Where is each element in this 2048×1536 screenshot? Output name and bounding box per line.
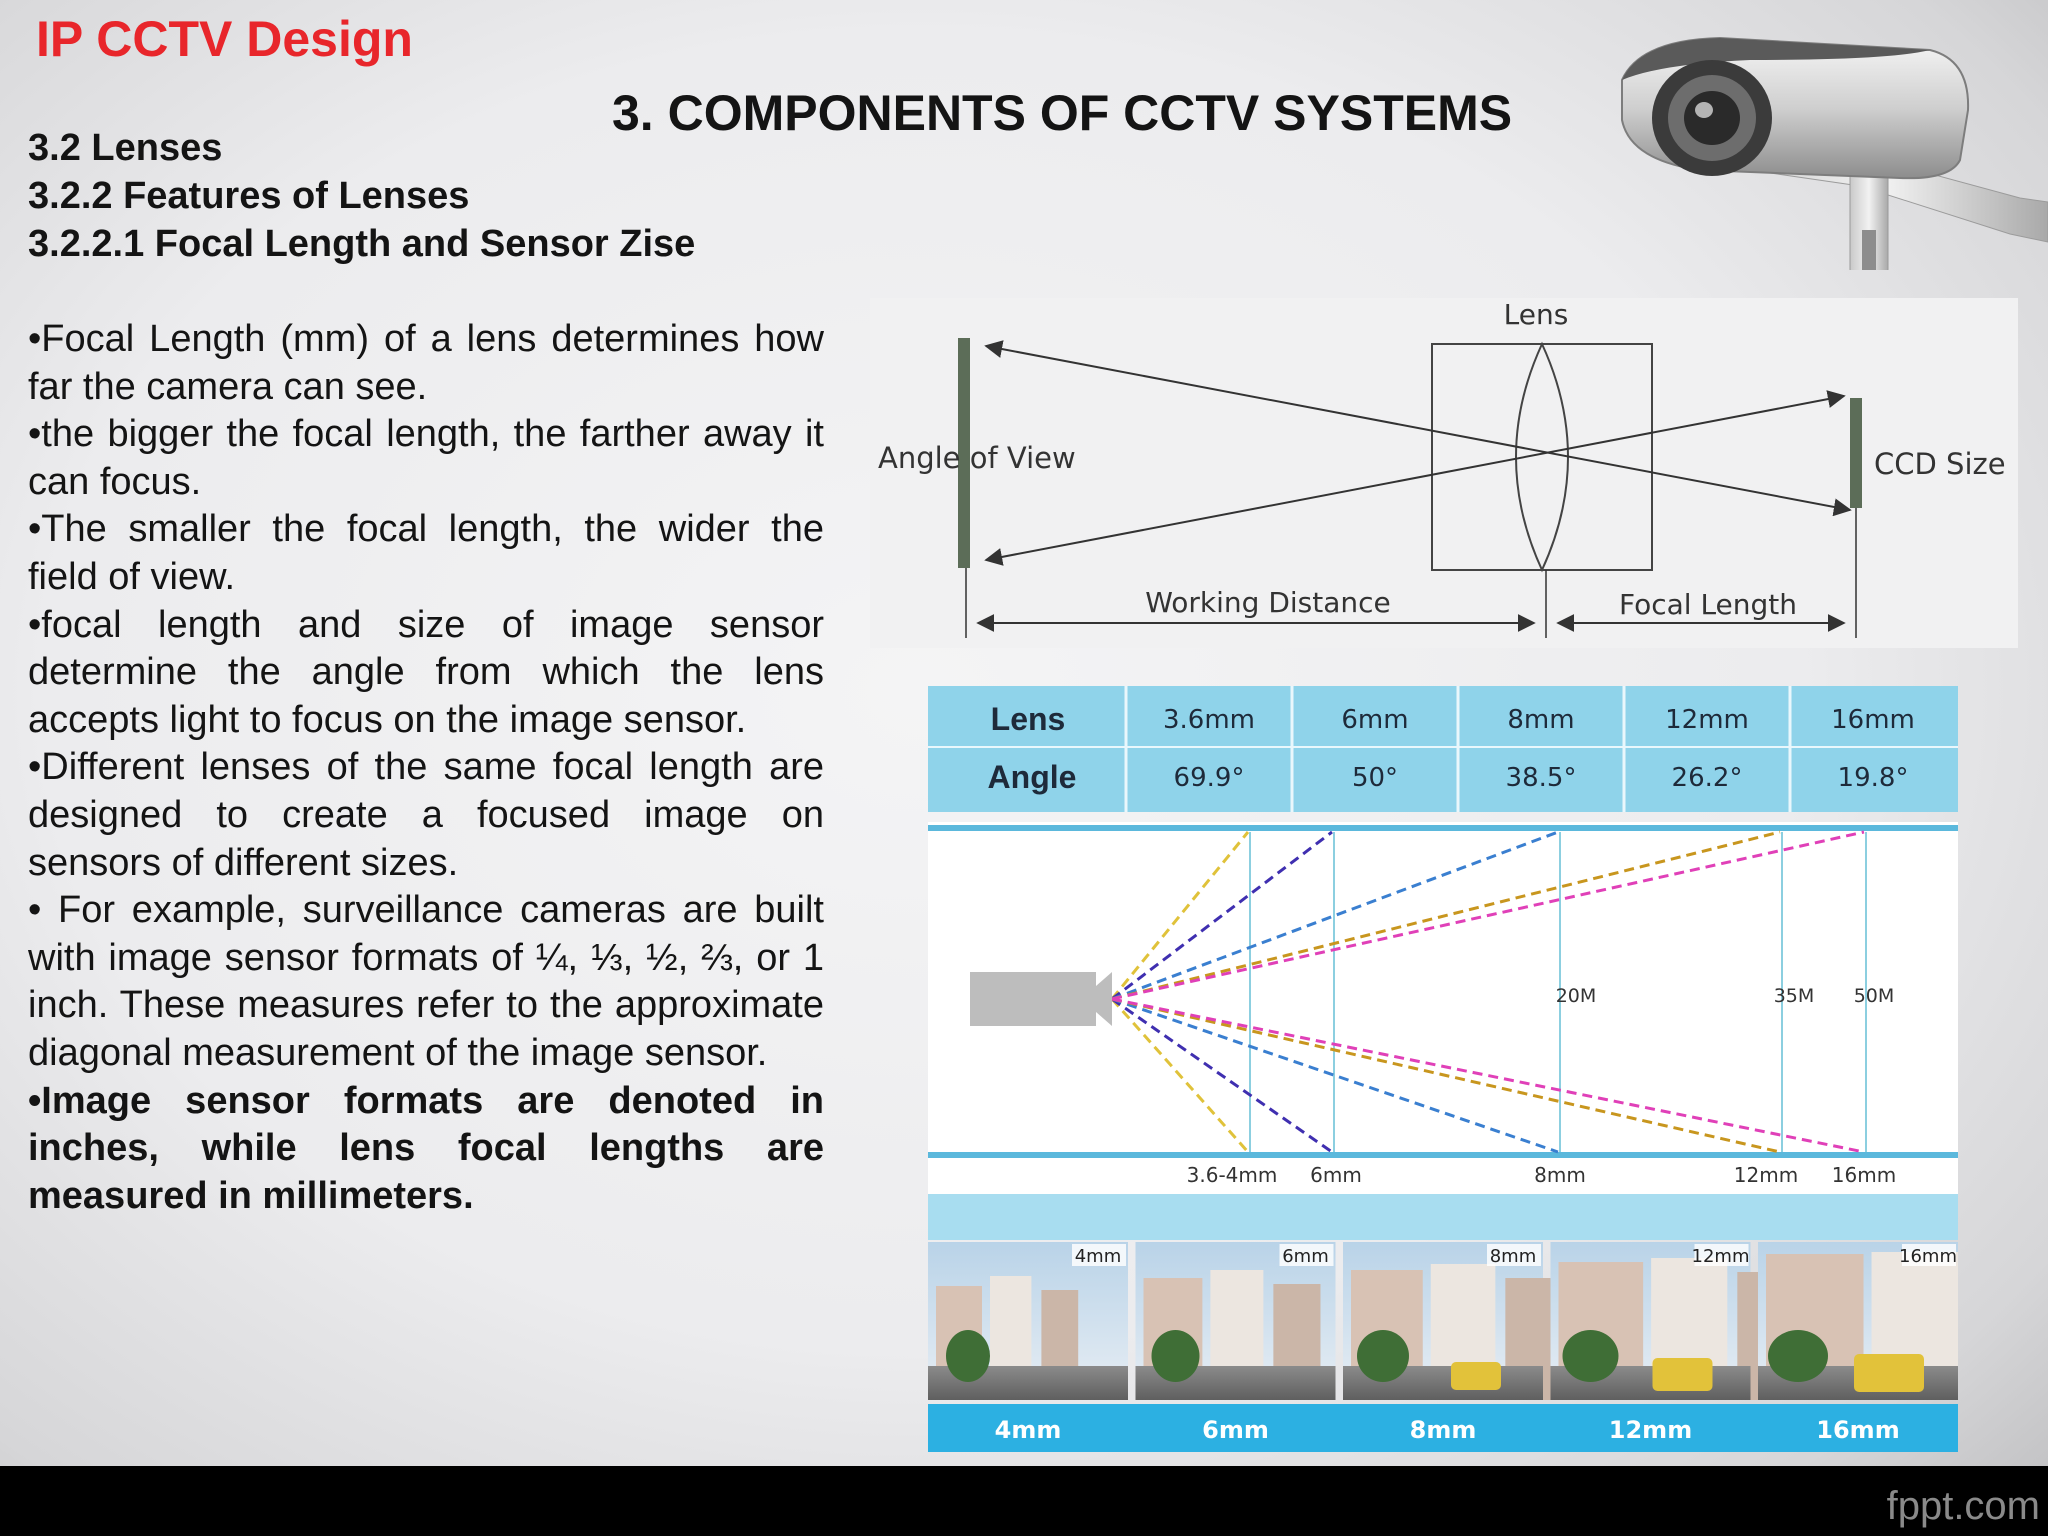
heading-lenses: 3.2 Lenses: [28, 127, 223, 169]
sample-photo: [1343, 1242, 1563, 1400]
bullet-item: •Focal Length (mm) of a lens determines how far the camera can see.: [28, 318, 824, 408]
photo-caption: 8mm: [1409, 1416, 1477, 1444]
section-headings: [28, 124, 695, 268]
working-distance-label: Working Distance: [1145, 586, 1391, 619]
ccd-sensor-bar: [1850, 398, 1862, 508]
sample-photo: [928, 1242, 1128, 1400]
bullet-item: •the bigger the focal length, the farther away it can focus.: [28, 413, 824, 503]
heading-focal-length: 3.2.2.1 Focal Length and Sensor Zise: [28, 223, 696, 265]
focal-label: 3.6-4mm: [1186, 1163, 1278, 1187]
bullet-item-emphasis: •Image sensor formats are denoted in inches, while lens focal lengths are measured in millimeters.: [28, 1079, 824, 1217]
lens-box: [1432, 344, 1652, 570]
bullet-item: •focal length and size of image sensor determine the angle from which the lens accepts light to focus on the image sensor.: [28, 603, 824, 741]
photo-focal-tag: 6mm: [1282, 1246, 1329, 1267]
table-cell-lens: 6mm: [1341, 705, 1409, 735]
table-cell-lens: 16mm: [1831, 705, 1915, 735]
focal-label: 6mm: [1310, 1163, 1362, 1187]
slide-title: 3. COMPONENTS OF CCTV SYSTEMS: [612, 85, 1513, 141]
distance-label: 50M: [1853, 985, 1895, 1007]
distance-label: 35M: [1773, 985, 1815, 1007]
distance-label: 20M: [1555, 985, 1597, 1007]
table-cell-lens: 8mm: [1507, 705, 1575, 735]
heading-features: 3.2.2 Features of Lenses: [28, 175, 470, 217]
bullet-item: •The smaller the focal length, the wider the field of view.: [28, 508, 824, 598]
camera-body-icon: [970, 972, 1096, 1026]
focal-label: 8mm: [1534, 1163, 1586, 1187]
cctv-camera-icon: [1600, 20, 2048, 270]
table-cell-angle: 38.5°: [1505, 763, 1577, 793]
footer-logo: fppt.com: [1886, 1484, 2040, 1528]
photo-caption: 16mm: [1816, 1416, 1900, 1444]
photo-focal-tag: 16mm: [1899, 1246, 1957, 1267]
lens-label: Lens: [1503, 298, 1569, 331]
table-cell-angle: 50°: [1351, 763, 1399, 793]
bullet-item: • For example, surveillance cameras are built with image sensor formats of ¼, ⅓, ½, ⅔, or 1 inch. These measures refer to the approximate diagonal measurement of the image sensor.: [28, 889, 824, 1074]
table-cell-lens: 12mm: [1665, 705, 1749, 735]
brand-title: IP CCTV Design: [36, 11, 413, 67]
table-row-label-angle: Angle: [987, 759, 1077, 795]
table-cell-angle: 19.8°: [1837, 763, 1909, 793]
photo-focal-tag: 4mm: [1074, 1246, 1122, 1267]
lens-diagram: [870, 298, 2018, 648]
sample-photo: [1136, 1242, 1336, 1400]
ccd-size-label: CCD Size: [1874, 447, 2006, 481]
photo-focal-tag: 12mm: [1691, 1246, 1750, 1267]
photo-focal-tag: 8mm: [1489, 1246, 1537, 1267]
bullet-list: [28, 316, 824, 1220]
photo-caption: 12mm: [1608, 1416, 1693, 1444]
photo-caption: 4mm: [994, 1416, 1062, 1444]
table-row-label-lens: Lens: [990, 701, 1066, 737]
table-cell-angle: 26.2°: [1671, 763, 1743, 793]
lens-coverage-panel: [928, 686, 1958, 1452]
table-cell-angle: 69.9°: [1173, 763, 1245, 793]
bullet-item: •Different lenses of the same focal length are designed to create a focused image on sensors of different sizes.: [28, 746, 824, 884]
photo-caption: 6mm: [1202, 1416, 1269, 1444]
footer-bar: [0, 1466, 2048, 1536]
table-cell-lens: 3.6mm: [1162, 705, 1256, 735]
angle-of-view-label: Angle of View: [878, 441, 1076, 475]
sample-photo: [1758, 1242, 1958, 1400]
focal-length-label: Focal Length: [1618, 588, 1798, 621]
focal-label: 12mm: [1733, 1163, 1799, 1187]
focal-label: 16mm: [1831, 1163, 1897, 1187]
